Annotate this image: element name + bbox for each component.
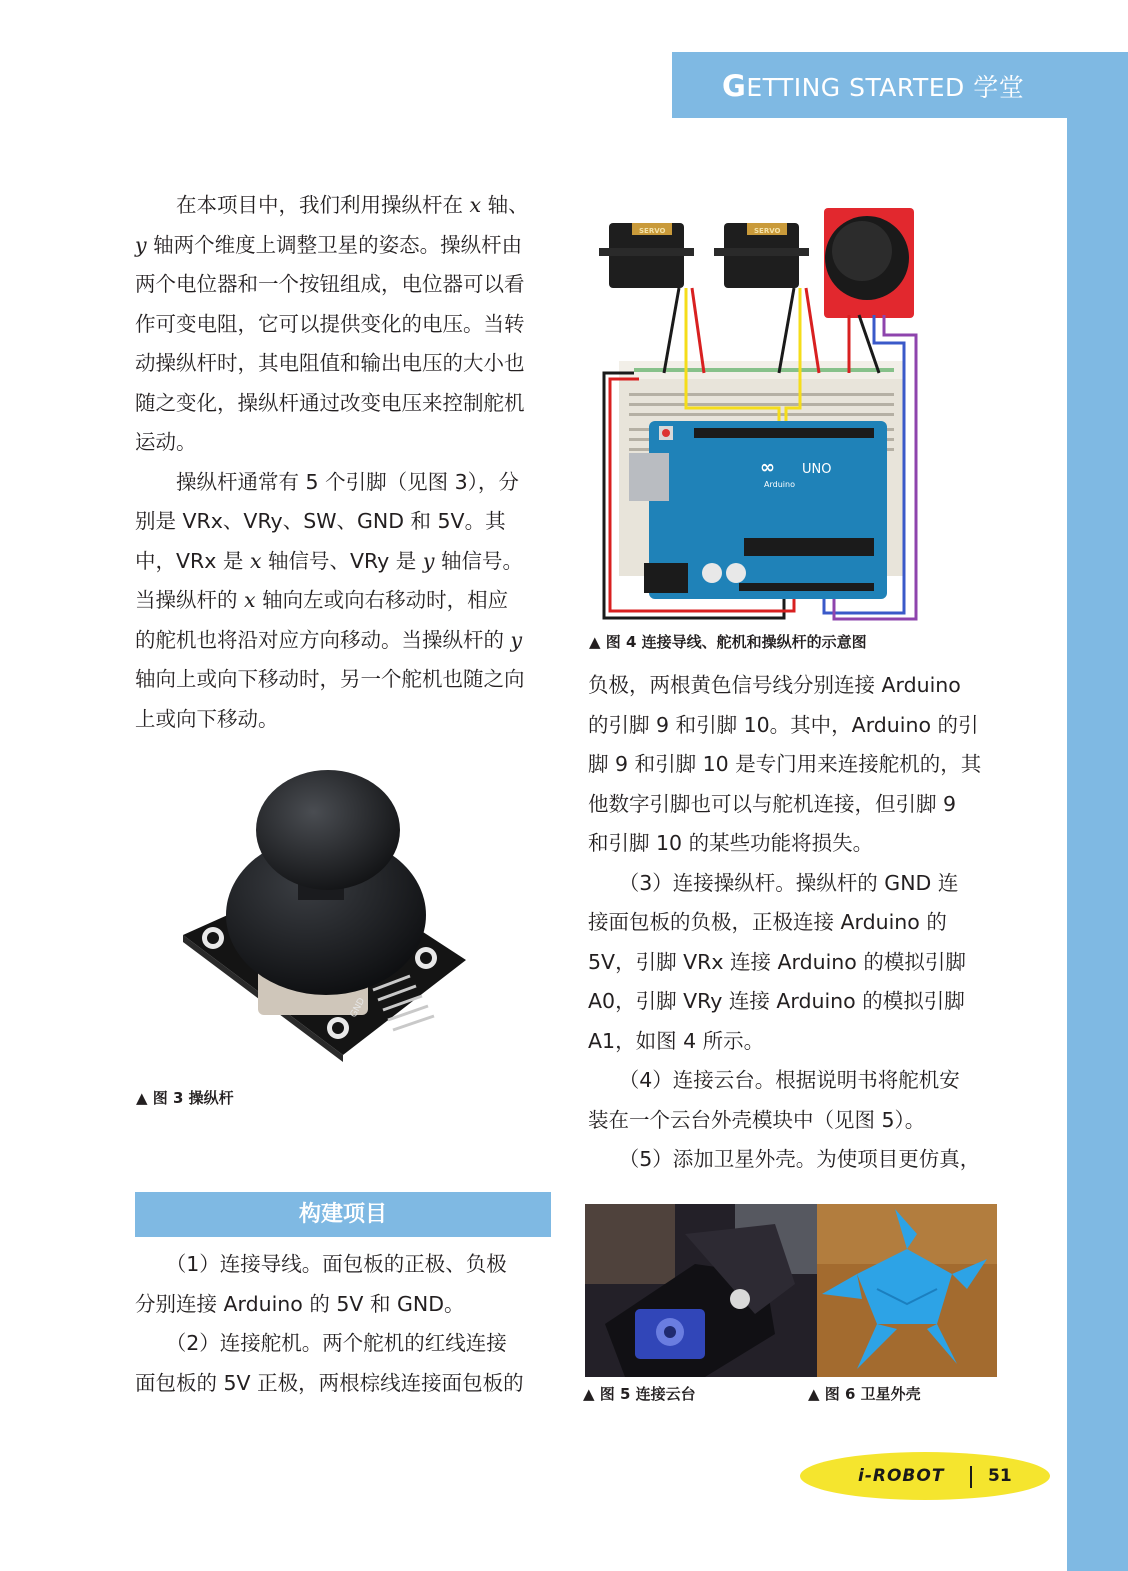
board-name-label: Arduino	[764, 480, 795, 489]
left-column-text	[135, 186, 551, 739]
paragraph-line: 装在一个云台外壳模块中（见图 5）。	[588, 1107, 926, 1132]
figure3-caption: ▲ 图 3 操纵杆	[136, 1089, 234, 1107]
paragraph-line: （1）连接导线。面包板的正极、负极	[135, 1252, 507, 1276]
paragraph-line: 负极，两根黄色信号线分别连接 Arduino	[588, 673, 961, 697]
paragraph-line: 面包板的 5V 正极，两根棕线连接面包板的	[135, 1370, 524, 1395]
paragraph-line: （4）连接云台。根据说明书将舵机安	[588, 1068, 960, 1092]
paragraph-line: 随之变化，操纵杆通过改变电压来控制舵机	[135, 390, 525, 415]
gimbal-photo	[585, 1204, 817, 1377]
paragraph-line: 的引脚 9 和引脚 10。其中，Arduino 的引	[588, 712, 979, 737]
paragraph-line: （3）连接操纵杆。操纵杆的 GND 连	[588, 870, 959, 895]
figure4-caption: ▲ 图 4 连接导线、舵机和操纵杆的示意图	[589, 633, 867, 651]
joystick-photo	[178, 760, 468, 1065]
paragraph-line: 接面包板的负极，正极连接 Arduino 的	[588, 910, 947, 934]
paragraph-line: 在本项目中，我们利用操纵杆在 x 轴、	[135, 193, 529, 217]
paragraph-line: 和引脚 10 的某些功能将损失。	[588, 831, 874, 855]
paragraph-line: （5）添加卫星外壳。为使项目更仿真，	[588, 1147, 981, 1171]
build-steps-text	[135, 1245, 551, 1403]
paragraph-line: 的舵机也将沿对应方向移动。当操纵杆的 y	[135, 627, 523, 652]
wiring-diagram	[594, 203, 924, 623]
footer-separator	[970, 1466, 972, 1488]
paragraph-line: 轴向上或向下移动时，另一个舵机也随之向	[135, 667, 525, 691]
paragraph-line: 他数字引脚也可以与舵机连接，但引脚 9	[588, 791, 957, 816]
paragraph-line: 作可变电阻，它可以提供变化的电压。当转	[135, 311, 525, 336]
paragraph-line: A0，引脚 VRy 连接 Arduino 的模拟引脚	[588, 989, 965, 1013]
page-number: 51	[988, 1466, 1012, 1486]
paragraph-line: 5V，引脚 VRx 连接 Arduino 的模拟引脚	[588, 949, 966, 974]
section-header: GETTING STARTED 学堂	[722, 69, 1025, 103]
servo-label: SERVO	[754, 227, 781, 235]
paragraph-line: 中，VRx 是 x 轴信号、VRy 是 y 轴信号。	[135, 548, 523, 573]
paragraph-line: 分别连接 Arduino 的 5V 和 GND。	[135, 1291, 465, 1316]
paragraph-line: 两个电位器和一个按钮组成，电位器可以看	[135, 272, 525, 296]
figure6-caption: ▲ 图 6 卫星外壳	[808, 1385, 921, 1403]
paragraph-line: 别是 VRx、VRy、SW、GND 和 5V。其	[135, 509, 506, 533]
right-column-text	[588, 666, 1004, 1180]
paragraph-line: A1，如图 4 所示。	[588, 1028, 765, 1053]
paragraph-line: 动操纵杆时，其电阻值和输出电压的大小也	[135, 351, 525, 375]
figure5-caption: ▲ 图 5 连接云台	[583, 1385, 696, 1403]
svg-text:∞: ∞	[760, 457, 775, 478]
servo-label: SERVO	[639, 227, 666, 235]
paragraph-line: 运动。	[135, 430, 197, 454]
board-model-label: UNO	[802, 462, 832, 477]
section-heading: 构建项目	[135, 1192, 551, 1237]
paragraph-line: 当操纵杆的 x 轴向左或向右移动时，相应	[135, 588, 509, 612]
paragraph-line: 上或向下移动。	[135, 706, 279, 731]
joystick-pin-labels: GND	[348, 996, 368, 1020]
paragraph-line: 操纵杆通常有 5 个引脚（见图 3），分	[135, 469, 519, 494]
right-accent-bar	[1067, 118, 1128, 1571]
paragraph-line: y 轴两个维度上调整卫星的姿态。操纵杆由	[135, 232, 523, 257]
magazine-brand: i-ROBOT	[858, 1466, 945, 1486]
paragraph-line: 脚 9 和引脚 10 是专门用来连接舵机的，其	[588, 752, 982, 776]
paragraph-line: （2）连接舵机。两个舵机的红线连接	[135, 1331, 507, 1355]
satellite-shell-photo	[817, 1204, 997, 1377]
